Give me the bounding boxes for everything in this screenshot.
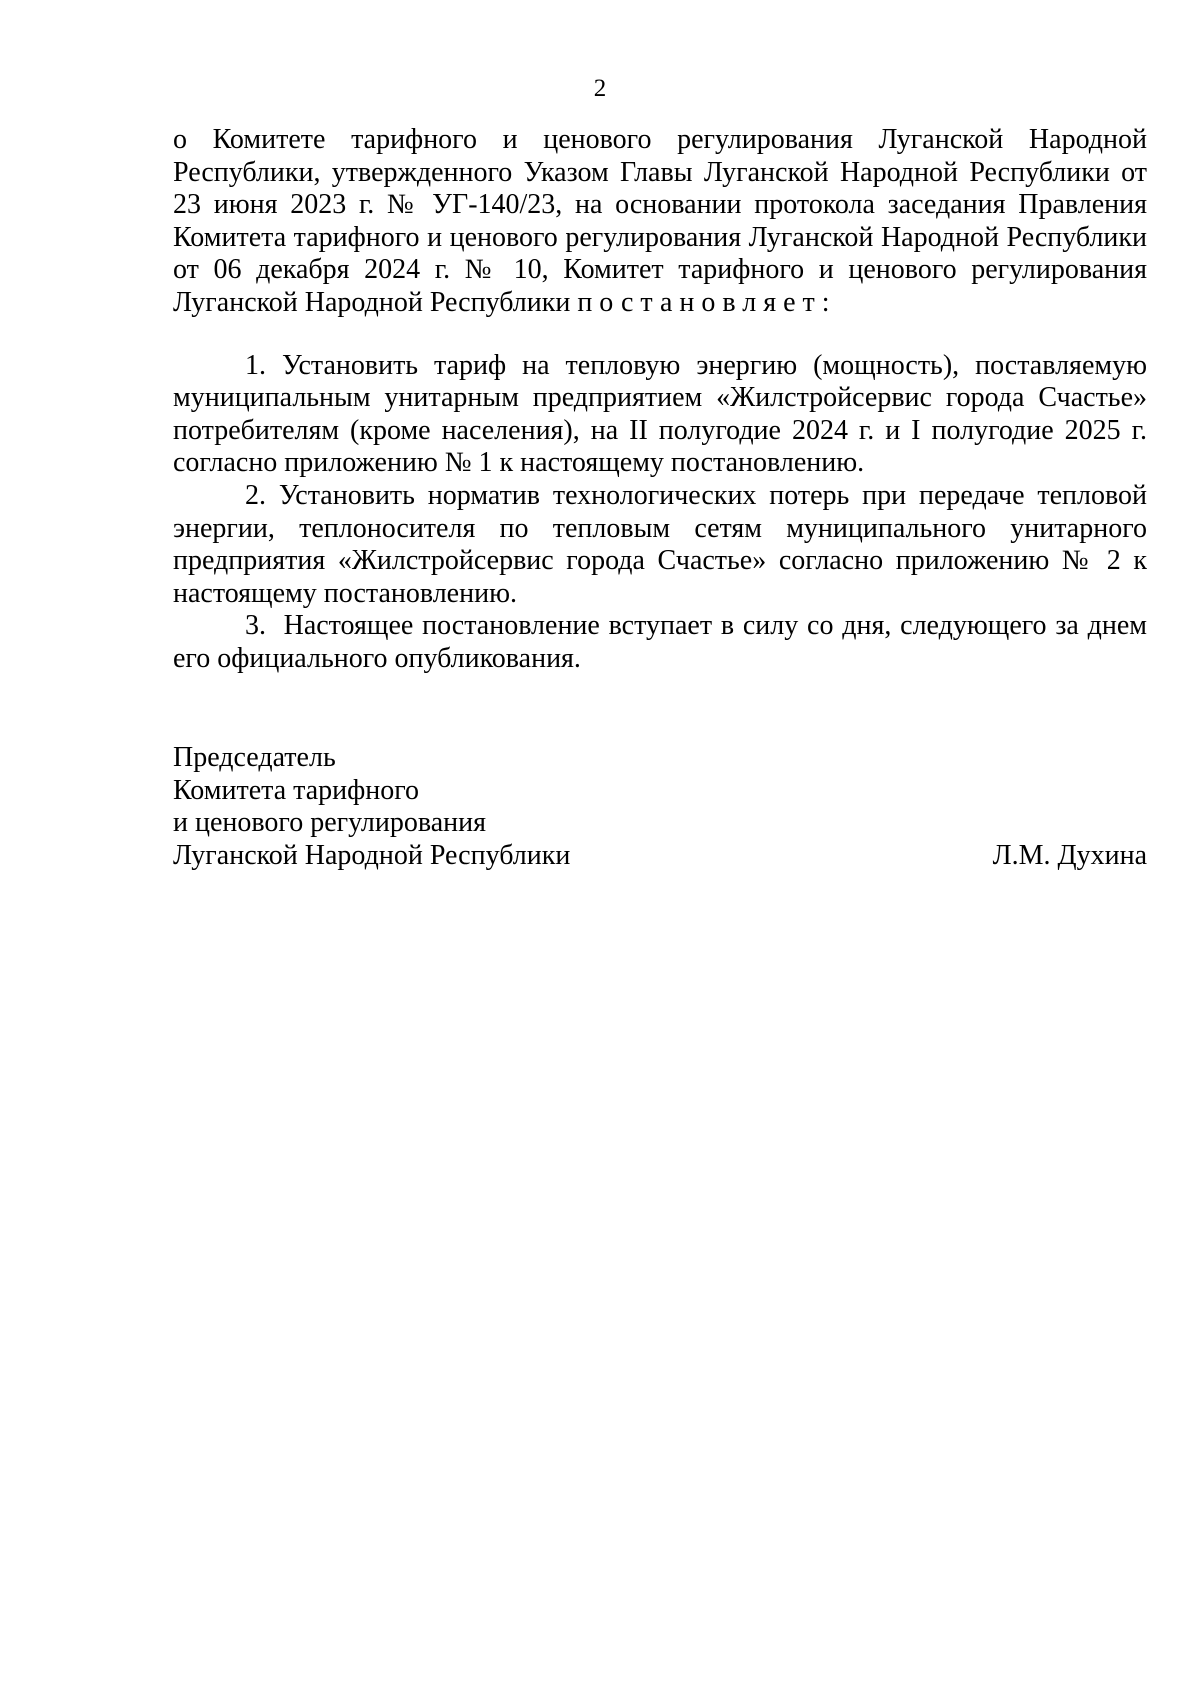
decree-word: постановляет: [577, 286, 837, 318]
item-number: 1. [245, 349, 266, 381]
item-text: Установить тариф на тепловую энергию (мощность), поставляемую муниципальным унитарным предприятием «Жилстройсервис города Счастье» потребителям (кроме населения), на II полугодие 2024 г. и I полугодие 2025 г. согласно приложению № 1 к настоящему постановлению. [173, 349, 1148, 479]
signatory-title-line-1: Председатель [173, 742, 336, 773]
signatory-title-line-3: и ценового регулирования [173, 807, 486, 839]
preamble-text: о Комитете тарифного и ценового регулирования Луганской Народной Республики, утвержденного Указом Главы Луганской Народной Республики от 23 июня 2023 г. № УГ-140/23, на основании протокола заседания Правления Комитета тарифного и ценового регулирования Луганской Народной Республики от 06 декабря 2024 г. № 10, Комитет тарифного и ценового регулирования Луганской Народной Республики [173, 124, 1147, 318]
decree-item-1 [173, 350, 1147, 480]
item-text: Настоящее постановление вступает в силу со дня, следующего за днем его официального опубликования. [173, 610, 1148, 674]
item-text: Установить норматив технологических потерь при передаче тепловой энергии, теплоносителя по тепловым сетям муниципального унитарного предприятия «Жилстройсервис города Счастье» согласно приложению № 2 к настоящему постановлению. [173, 479, 1147, 609]
decree-item-3 [173, 610, 1147, 675]
decree-item-2 [173, 480, 1147, 610]
document-body [173, 124, 1147, 676]
item-number: 3. [245, 610, 266, 642]
item-number: 2. [245, 479, 266, 511]
signatory-title-line-2: Комитета тарифного [173, 774, 420, 806]
signatory-last-row [173, 840, 1147, 873]
signatory-name: Л.М. Духина [992, 839, 1147, 871]
signature-block [173, 742, 1147, 872]
preamble-paragraph [173, 124, 1147, 320]
paragraph-gap [173, 320, 1147, 350]
page-number: 2 [593, 75, 607, 102]
signatory-title-line-4: Луганской Народной Республики [173, 839, 571, 871]
